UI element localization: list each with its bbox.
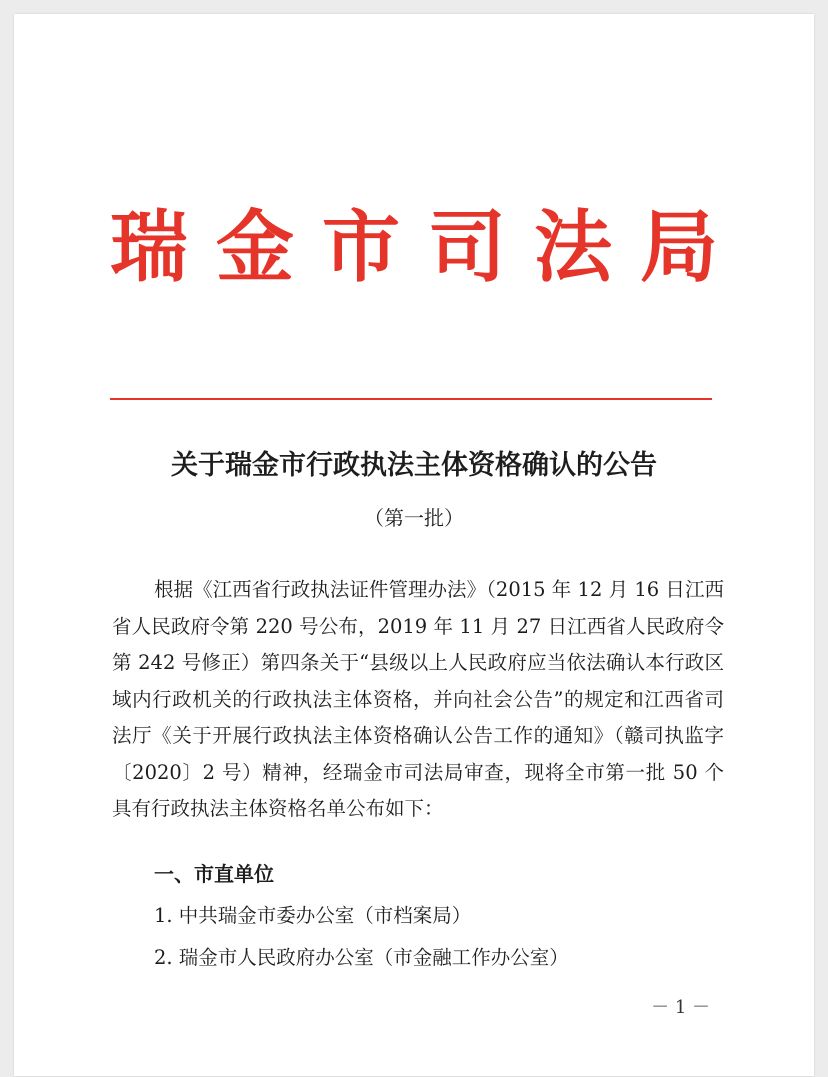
red-header-divider [110,398,712,400]
document-title: 关于瑞金市行政执法主体资格确认的公告 [171,450,657,481]
document-page [14,14,814,1076]
body-paragraph: 根据《江西省行政执法证件管理办法》（2015 年 12 月 16 日江西省人民政府令第 220 号公布，2019 年 11 月 27 日江西省人民政府令第 242 号修正）第四条关于“县级以上人民政府应当依法确认本行政区域内行政机关的行政执法主体资格，并向社会公告”的规定和江西省司法厅《关于开展行政执法主体资格确认公告工作的通知》（赣司执监字〔2020〕2 号）精神，经瑞金市司法局审查，现将全市第一批 50 个具有行政执法主体资格名单公布如下： [112,578,724,820]
list-item: 1. 中共瑞金市委办公室（市档案局） [154,904,472,927]
list-item: 2. 瑞金市人民政府办公室（市金融工作办公室） [154,946,569,969]
page-number: － 1 － [651,997,710,1018]
document-subtitle: （第一批） [364,506,464,530]
section-heading: 一、市直单位 [154,862,274,886]
agency-masthead: 瑞金市司法局 [109,202,746,293]
